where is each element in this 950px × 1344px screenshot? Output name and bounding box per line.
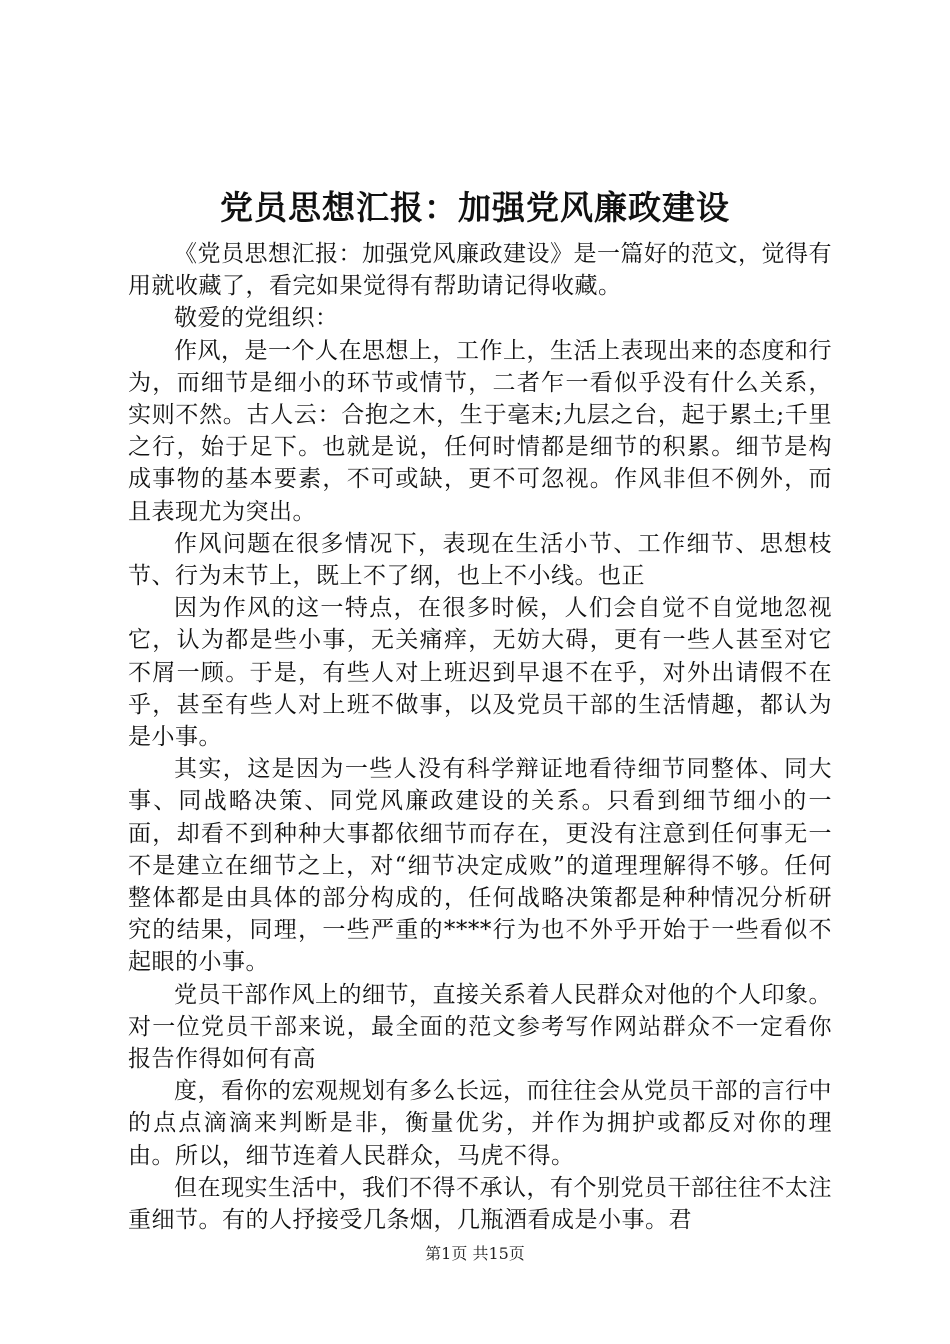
- paragraph-body: 但在现实生活中，我们不得不承认，有个别党员干部往往不太注重细节。有的人抒接受几条烟，几瓶酒看成是小事。君: [128, 1174, 832, 1234]
- document-body: [128, 238, 832, 1236]
- paragraph-intro: 《党员思想汇报：加强党风廉政建设》是一篇好的范文，觉得有用就收藏了，看完如果觉得有帮助请记得收藏。: [128, 241, 832, 300]
- paragraph-body: 作风，是一个人在思想上，工作上，生活上表现出来的态度和行为，而细节是细小的环节或情节，二者乍一看似乎没有什么关系，实则不然。古人云：合抱之木，生于毫末;九层之台，起于累土;千里之行，始于足下。也就是说，任何时情都是细节的积累。细节是构成事物的基本要素，不可或缺，更不可忽视。作风非但不例外，而且表现尤为突出。: [128, 337, 832, 525]
- paragraph-body: 党员干部作风上的细节，直接关系着人民群众对他的个人印象。对一位党员干部来说，最全面的范文参考写作网站群众不一定看你报告作得如何有高: [128, 981, 832, 1073]
- paragraph-body: 因为作风的这一特点，在很多时候，人们会自觉不自觉地忽视它，认为都是些小事，无关痛痒，无妨大碍，更有一些人甚至对它不屑一顾。于是，有些人对上班迟到早退不在乎，对外出请假不在乎，甚至有些人对上班不做事，以及党员干部的生活情趣，都认为是小事。: [128, 595, 832, 751]
- document-title: 党员思想汇报：加强党风廉政建设: [220, 188, 730, 227]
- paragraph-body: 度，看你的宏观规划有多么长远，而往往会从党员干部的言行中的点点滴滴来判断是非，衡量优劣，并作为拥护或都反对你的理由。所以，细节连着人民群众，马虎不得。: [128, 1078, 832, 1169]
- page-number-footer: 第1页 共15页: [425, 1244, 525, 1263]
- paragraph-salutation: 敬爱的党组织：: [174, 305, 339, 332]
- paragraph-body: 作风问题在很多情况下，表现在生活小节、工作细节、思想枝节、行为末节上，既上不了纲，也上不小线。也正: [128, 530, 832, 590]
- paragraph-body: 其实，这是因为一些人没有科学辩证地看待细节同整体、同大事、同战略决策、同党风廉政建设的关系。只看到细节细小的一面，却看不到种种大事都依细节而存在，更没有注意到任何事无一不是建立在细节之上，对“细节决定成败”的道理理解得不够。任何整体都是由具体的部分构成的，任何战略决策都是种种情况分析研究的结果，同理，一些严重的****行为也不外乎开始于一些看似不起眼的小事。: [128, 756, 832, 976]
